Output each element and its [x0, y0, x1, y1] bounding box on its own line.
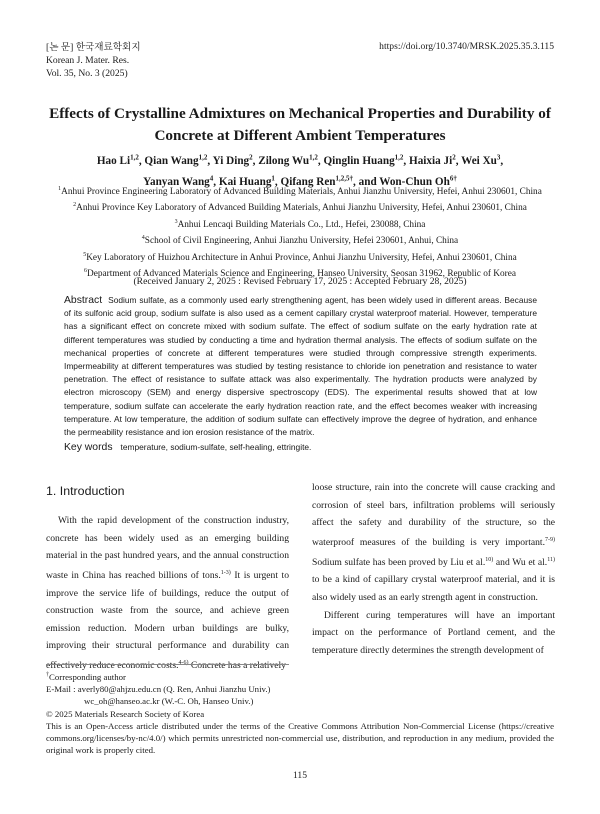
paper-title	[40, 103, 560, 147]
page-number: 115	[292, 770, 308, 781]
corresponding-author-footnote	[46, 669, 270, 707]
affiliation: $^5$Key Laboratory of Huizhou Architecture in Anhui Province, Anhui Jianzhu University, Hefei, Anhui 230601, China	[83, 251, 517, 263]
section-heading-introduction: 1. Introduction	[46, 484, 125, 498]
author: Won-Chun $Oh^{6\dagger}$	[379, 174, 457, 189]
body-column-right	[312, 479, 555, 659]
affiliation: $^1$Anhui Province Engineering Laboratory of Advanced Building Materials, Anhui Jianzhu University, Hefei, Anhui 230601, China	[58, 186, 542, 198]
reference-marker[interactable]: 11)	[547, 556, 555, 563]
author: Kai Huang$^1$,	[218, 174, 281, 189]
author-line-1	[40, 148, 560, 170]
journal-header	[46, 41, 141, 80]
footnote-divider	[46, 664, 289, 665]
paragraph: loose structure, rain into the concrete will cause cracking and corrosion of steel bars, infiltration problems will seriously affect the safety and durability of the structure, so the waterproof measures of the building is very important.$^{7-9)}$ Sodium sulfate has been proved by Liu et al.$^{10)}$ and Wu et al.$^{11)}$ to be a kind of capillary crystal waterproof material, and it is also widely used as an early strength agent in construction.	[312, 482, 555, 603]
affiliation: $^2$Anhui Province Key Laboratory of Advanced Building Materials, Anhui Jianzhu University, Hefei, Anhui 230601, China	[73, 202, 527, 214]
keywords-label: Key words	[64, 442, 113, 453]
paper-title-line-2: Concrete at Different Ambient Temperatures	[154, 127, 446, 144]
author: Qian Wang$^{1,2}$,	[144, 153, 213, 167]
abstract-label: Abstract	[64, 295, 103, 306]
affiliation: $^4$School of Civil Engineering, Anhui Jianzhu University, Hefei 230601, Anhui, China	[141, 235, 459, 247]
dagger-mark: †	[46, 672, 49, 678]
received-dates: (Received January 2, 2025 : Revised February 17, 2025 : Accepted February 28, 2025)	[133, 276, 467, 287]
author: Qinglin Huang$^{1,2}$,	[323, 153, 410, 167]
author: Hao Li$^{1,2}$,	[96, 153, 145, 167]
reference-marker[interactable]: 7-9)	[545, 536, 555, 543]
abstract-text: Sodium sulfate, as a commonly used early strengthening agent, has been widely used in different areas. Because of its sulfonic acid group, sodium sulfate is also used as a cement capillary crystal waterproof material. However, temperature has a significant effect on concrete mixed with sodium sulfate. The effect of sodium sulfate on the early hydration rate at different temperatures was studied by conducting a time and hydration thermal analysis. The effects of sodium sulfate on the mechanical properties of concrete at different temperatures were studied through compressive strength experiments. Impermeability at different temperatures was studied by testing resistance to chloride ion penetration and resistance to water penetration. The effect of resistance to sulfate attack was also experimentally. The hydration products were analyzed by electron microscopy (SEM) and energy dispersive spectroscopy (EDS). The experimental results showed that at low temperature, sodium sulfate can accelerate the early hydration reaction rate, and the effect becomes weaker with increasing temperature. At low temperature, the addition of sodium sulfate can effectively improve the degree of hydration, and enhance the permeability resistance and ion erosion resistance of the matrix.	[64, 295, 537, 438]
author: Qifang Ren$^{1,2,5\dagger}$, and	[280, 174, 380, 189]
affiliation: $^3$Anhui Lencaqi Building Materials Co., Ltd., Hefei, 230088, China	[174, 218, 426, 230]
email-address[interactable]: wc_oh@hanseo.ac.kr (W.-C. Oh, Hanseo Univ.)	[84, 695, 254, 706]
paragraph: Different curing temperatures will have an important impact on the performance of Portland cement, and the temperature directly determines the strength development of	[312, 609, 555, 656]
author: Yanyan Wang$^4$,	[143, 174, 219, 189]
affiliation: $^6$Department of Advanced Materials Science and Engineering, Hanseo University, Seosan 31962, Republic of Korea	[84, 267, 516, 280]
reference-marker[interactable]: 4-6)	[178, 659, 189, 666]
doi-link[interactable]: https://doi.org/10.3740/MRSK.2025.35.3.115	[379, 41, 554, 52]
paragraph: With the rapid development of the construction industry, concrete has been widely used as an emerging building material in the past hundred years, and the annual construction waste in China has reached billions of tons.$^{1-3)}$ It is urgent to improve the service life of buildings, reduce the output of construction waste from the source, and achieve green emission reduction. Modern urban buildings are bulky, improving their structural performance and durability can effectively reduce economic costs.$^{4-6)}$ Concrete has a relatively	[46, 515, 289, 672]
author: Zilong Wu$^{1,2}$,	[258, 153, 324, 167]
paper-title-line-1: Effects of Crystalline Admixtures on Mechanical Properties and Durability of	[49, 105, 551, 122]
email-label: E-Mail :	[46, 683, 78, 694]
reference-marker[interactable]: 1-3)	[220, 569, 231, 576]
copyright-notice	[46, 708, 554, 756]
author: Haixia Ji$^2$,	[409, 153, 462, 167]
keywords	[64, 442, 537, 453]
journal-name-korean: [논 문] 한국재료학회지	[46, 42, 141, 53]
copyright-line: © 2025 Materials Research Society of Korea	[46, 709, 205, 719]
keywords-text: temperature, sodium-sulfate, self-healing, ettringite.	[120, 442, 312, 452]
journal-volume: Vol. 35, No. 3 (2025)	[46, 68, 128, 79]
journal-name-english: Korean J. Mater. Res.	[46, 55, 130, 66]
body-column-left	[46, 512, 289, 675]
abstract	[64, 294, 537, 439]
reference-marker[interactable]: 10)	[485, 556, 494, 563]
author: Yi Ding$^2$,	[212, 153, 259, 167]
corresponding-label: Corresponding author	[49, 671, 126, 682]
email-address[interactable]: averly80@ahjzu.edu.cn (Q. Ren, Anhui Jianzhu Univ.)	[77, 683, 271, 694]
affiliation-list	[40, 183, 560, 281]
license-text: This is an Open-Access article distributed under the terms of the Creative Commons Attribution Non-Commercial License (https://creative commons.org/licenses/by-nc/4.0/) which permits unrestricted non-commercial use, distribution, and reproduction in any medium, provided the original work is properly cited.	[46, 721, 554, 755]
author: Wei Xu$^3$,	[461, 153, 504, 167]
